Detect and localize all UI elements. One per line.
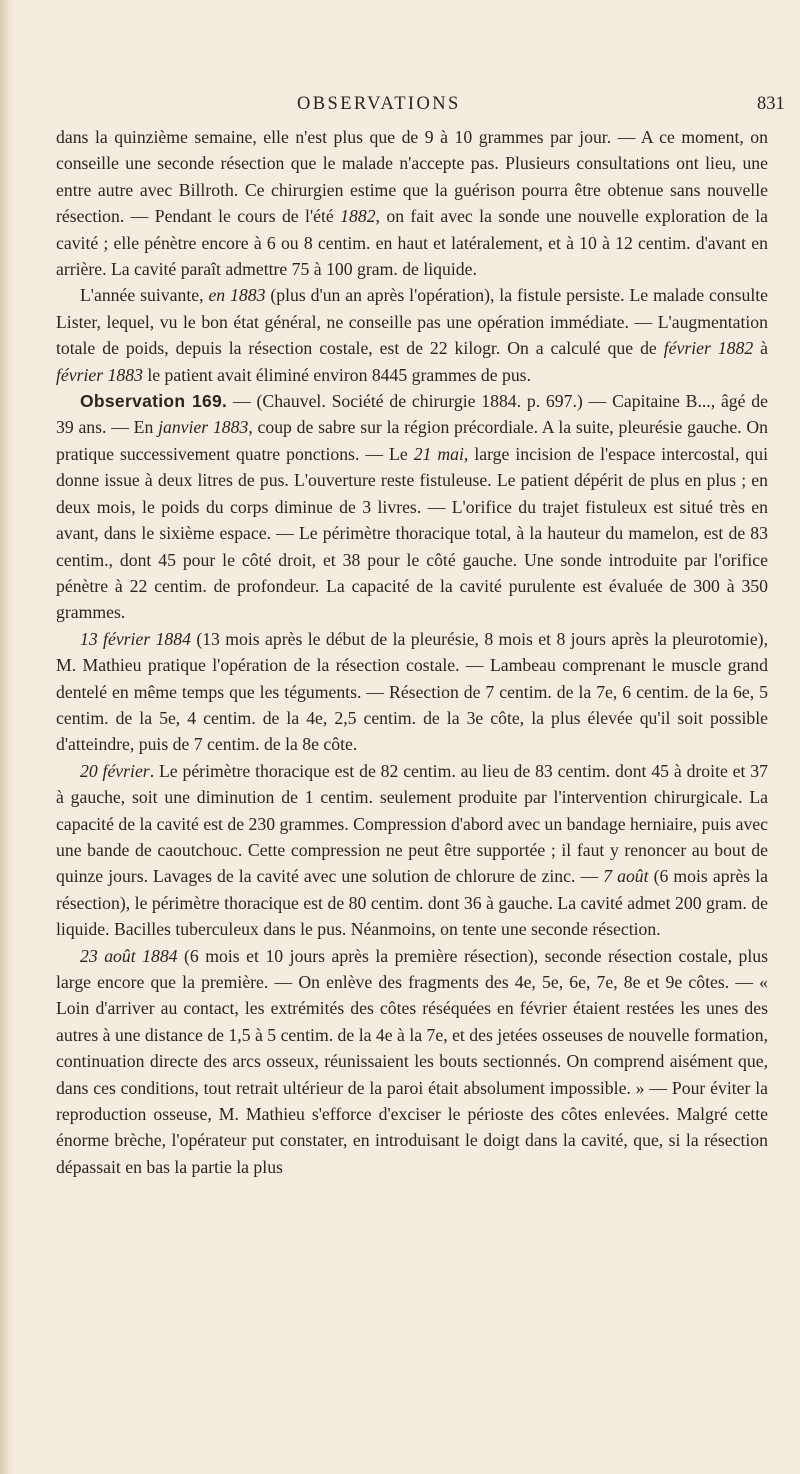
date-text: 21 mai [413, 443, 464, 464]
text-run: , large incision de l'espace intercostal, qui donne issue à deux litres de pus. L'ouverture reste fistuleuse. Le patient dépérit de plus en plus ; en deux mois, le poids du corps diminue de 3 livres. — L'orifice du trajet fistuleux est situé très en avant, dans le sixième espace. — Le périmètre thoracique total, à la hauteur du mamelon, est de 83 centim., dont 45 pour le côté droit, et 38 pour le côté gauche. Une sonde introduite par l'orifice pénètre à 22 centim. de profondeur. La capacité de la cavité purulente est évaluée de 300 à 350 grammes. [56, 443, 768, 623]
paragraph [56, 282, 768, 388]
paragraph [56, 626, 768, 758]
date-text: 23 août 1884 [80, 945, 178, 966]
date-text: février 1882 [663, 338, 754, 359]
text-run: (plus d'un an après l'opération), la fistule persiste. Le malade consulte Lister, lequel, vu le bon état général, ne conseille pas une opération immédiate. — L'augmentation totale de poids, depuis la résection costale, est de 22 kilogr. On a calculé que de [56, 285, 768, 359]
paragraph [56, 943, 768, 1181]
date-text: 1882 [340, 206, 376, 227]
date-text: janvier 1883 [158, 417, 249, 438]
text-run: , coup de sabre sur la région précordiale. A la suite, pleurésie gauche. On pratique successivement quatre ponctions. — Le [56, 417, 768, 464]
text-run: (6 mois après la résection), le périmètre thoracique est de 80 centim. dont 36 à gauche. La cavité admet 200 gram. de liquide. Bacilles tuberculeux dans le pus. Néanmoins, on tente une seconde résection. [56, 866, 769, 940]
text-run: (6 mois et 10 jours après la première résection), seconde résection costale, plus large encore que la première. — On enlève des fragments des 4e, 5e, 6e, 7e, 8e et 9e côtes. — « Loin d'arriver au contact, les extrémités des côtes réséquées en février étaient restées les unes des autres à une distance de 1,5 à 5 centim. de la 4e à la 7e, et des jetées osseuses de nouvelle formation, continuation directe des arcs osseux, réunissaient les bouts sectionnés. On comprend aisément que, dans ces conditions, tout retrait ultérieur de la paroi était absolument impossible. » — Pour éviter la reproduction osseuse, M. Mathieu s'efforce d'exciser le périoste des côtes enlevées. Malgré cette énorme brèche, l'opérateur put constater, en introduisant le doigt dans la cavité, que, si la résection dépassait en bas la partie la plus [56, 945, 768, 1177]
paragraph [56, 124, 768, 282]
text-run: . Le périmètre thoracique est de 82 centim. au lieu de 83 centim. dont 45 à droite et 37 à gauche, soit une diminution de 1 centim. seulement produite par l'intervention chirurgicale. La capacité de la cavité est de 230 grammes. Compression d'abord avec un bandage herniaire, puis avec une bande de caoutchouc. Cette compression ne peut être supportée ; il faut y renoncer au bout de quinze jours. Lavages de la cavité avec une solution de chlorure de zinc. — [56, 760, 768, 887]
date-text: février 1883 [56, 364, 143, 385]
date-text: 20 février [80, 760, 150, 781]
text-run: à [753, 338, 769, 359]
observation-paragraph [56, 388, 768, 626]
text-run: (13 mois après le début de la pleurésie, 8 mois et 8 jours après la pleurotomie), M. Mathieu pratique l'opération de la résection costale. — Lambeau comprenant le muscle grand dentelé en même temps que les téguments. — Résection de 7 centim. de la 7e, 6 centim. de la 6e, 5 centim. de la 5e, 4 centim. de la 4e, 2,5 centim. de la 3e côte, la plus élevée qu'il soit possible d'atteindre, puis de 7 centim. de la 8e côte. [56, 628, 768, 755]
observation-heading: Observation 169. [80, 391, 228, 412]
date-text: 13 février 1884 [80, 628, 191, 649]
date-text: en 1883 [208, 285, 266, 306]
text-run: L'année suivante, [80, 285, 209, 306]
text-run: , on fait avec la sonde une nouvelle exploration de la cavité ; elle pénètre encore à 6 ou 8 centim. en haut et latéralement, et à 10 à 12 centim. d'avant en arrière. La cavité paraît admettre 75 à 100 gram. de liquide. [56, 206, 768, 280]
page-number: 831 [757, 94, 785, 114]
body-text [56, 124, 768, 1180]
text-run: dans la quinzième semaine, elle n'est plus que de 9 à 10 grammes par jour. — A ce moment, on conseille une seconde résection que le malade n'accepte pas. Plusieurs consultations ont lieu, une entre autre avec Billroth. Ce chirurgien estime que la guérison pourra être obtenue sans nouvelle résection. — Pendant le cours de l'été [56, 127, 768, 227]
text-run: — (Chauvel. Société de chirurgie 1884. p. 697.) — Capitaine B..., âgé de 39 ans. — En [56, 391, 768, 438]
page-binding-edge [0, 0, 14, 1474]
running-title: OBSERVATIONS [297, 94, 461, 114]
paragraph [56, 758, 768, 943]
date-text: 7 août [603, 866, 649, 887]
text-run: le patient avait éliminé environ 8445 grammes de pus. [142, 364, 531, 385]
running-head [0, 94, 800, 124]
